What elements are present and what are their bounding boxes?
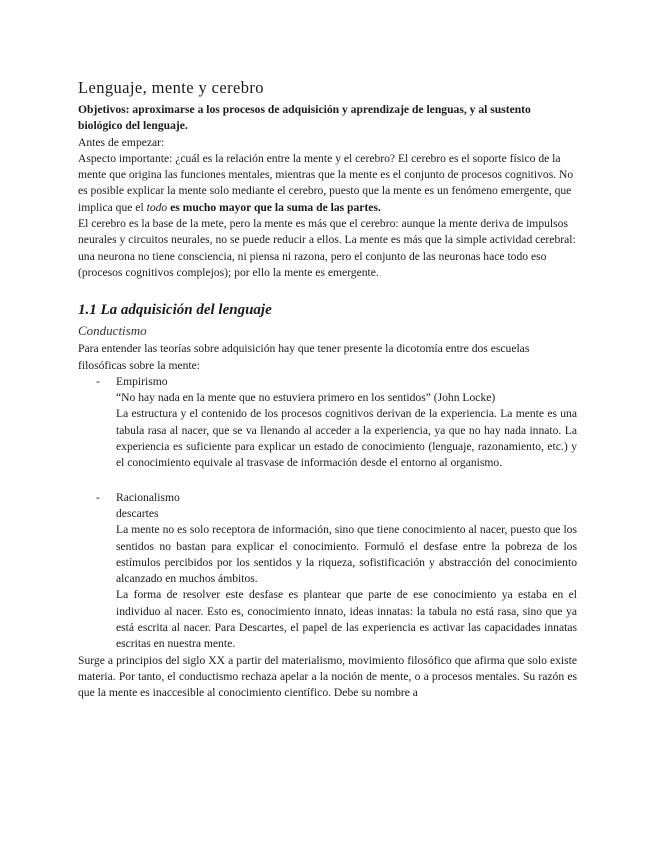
objectives: Objetivos: aproximarse a los procesos de adquisición y aprendizaje de lenguas, y al sustento biológico del lenguaje. <box>78 103 531 133</box>
item-quote: descartes <box>116 506 159 520</box>
important-italic: todo <box>146 200 168 214</box>
item-paragraph: La forma de resolver este desfase es plantear que parte de ese conocimiento ya estaba en el individuo al nacer. Esto es, conocimiento innato, ideas innatas: la tabula no está rasa, sino que ya está escrita al nacer. Para Descartes, el papel de las experiencia es activar las capacidades innatas escritas en nuestra mente. <box>116 588 577 651</box>
document-title: Lenguaje, mente y cerebro <box>78 78 264 97</box>
list-dash: - <box>96 374 100 388</box>
important-paragraph <box>78 151 577 216</box>
list-item-empirismo <box>78 374 577 472</box>
item-paragraph: La mente no es solo receptora de información, sino que tiene conocimiento al nacer, puesto que los sentidos no bastan para explicar el conocimiento. Formuló el desfase entre la pobreza de los estímulos percibidos por los sentidos y la riqueza, sofistificación y abstracción del conocimiento alcanzado en muchos ámbitos. <box>116 523 577 586</box>
section-heading: 1.1 La adquisición del lenguaje <box>78 302 272 319</box>
section-subheading: Conductismo <box>78 323 147 339</box>
brain-paragraph: El cerebro es la base de la mete, pero la mente es más que el cerebro: aunque la mente deriva de impulsos neurales y circuitos neurales, no se puede reducir a ellos. La mente es más que la simple actividad cerebral: una neurona no tiene consciencia, ni piensa ni razona, pero el conjunto de las neuronas hace todo eso (procesos cognitivos complejos); por ello la mente es emergente. <box>78 217 576 279</box>
item-quote: “No hay nada en la mente que no estuviera primero en los sentidos” (John Locke) <box>116 391 496 405</box>
important-text: Aspecto importante: ¿cuál es la relación entre la mente y el cerebro? El cerebro es el soporte físico de la mente que origina las funciones mentales, mientras que la mente es el conjunto de procesos cognitivos. No es posible explicar la mente solo mediante el cerebro, puesto que la mente es un fenómeno emergente, que implica que el <box>78 151 574 214</box>
list-dash: - <box>96 490 100 504</box>
item-paragraph: La estructura y el contenido de los procesos cognitivos derivan de la experiencia. La mente es una tabula rasa al nacer, que se va llenando al acceder a la experiencia, ya que no hay nada innato. La experiencia es suficiente para explicar un estado de conocimiento (lenguaje, razonamiento, etc.) y el conocimiento equivale al trasvase de información desde el entorno al organismo. <box>116 407 577 470</box>
section-intro: Para entender las teorías sobre adquisición hay que tener presente la dicotomía entre dos escuelas filosóficas sobre la mente: <box>78 342 530 372</box>
closing-paragraph: Surge a principios del siglo XX a partir del materialismo, movimiento filosófico que afirma que solo existe materia. Por tanto, el conductismo rechaza apelar a la noción de mente, o a procesos mentales. Su razón es que la mente es inaccesible al conocimiento científico. Debe su nombre a <box>78 653 577 700</box>
before-label: Antes de empezar: <box>78 135 165 149</box>
item-label: Empirismo <box>116 374 168 388</box>
item-label: Racionalismo <box>116 490 180 504</box>
important-bold: es mucho mayor que la suma de las partes. <box>170 200 381 214</box>
list-item-racionalismo <box>78 490 577 653</box>
document-page <box>78 78 577 702</box>
spacer <box>78 472 577 490</box>
